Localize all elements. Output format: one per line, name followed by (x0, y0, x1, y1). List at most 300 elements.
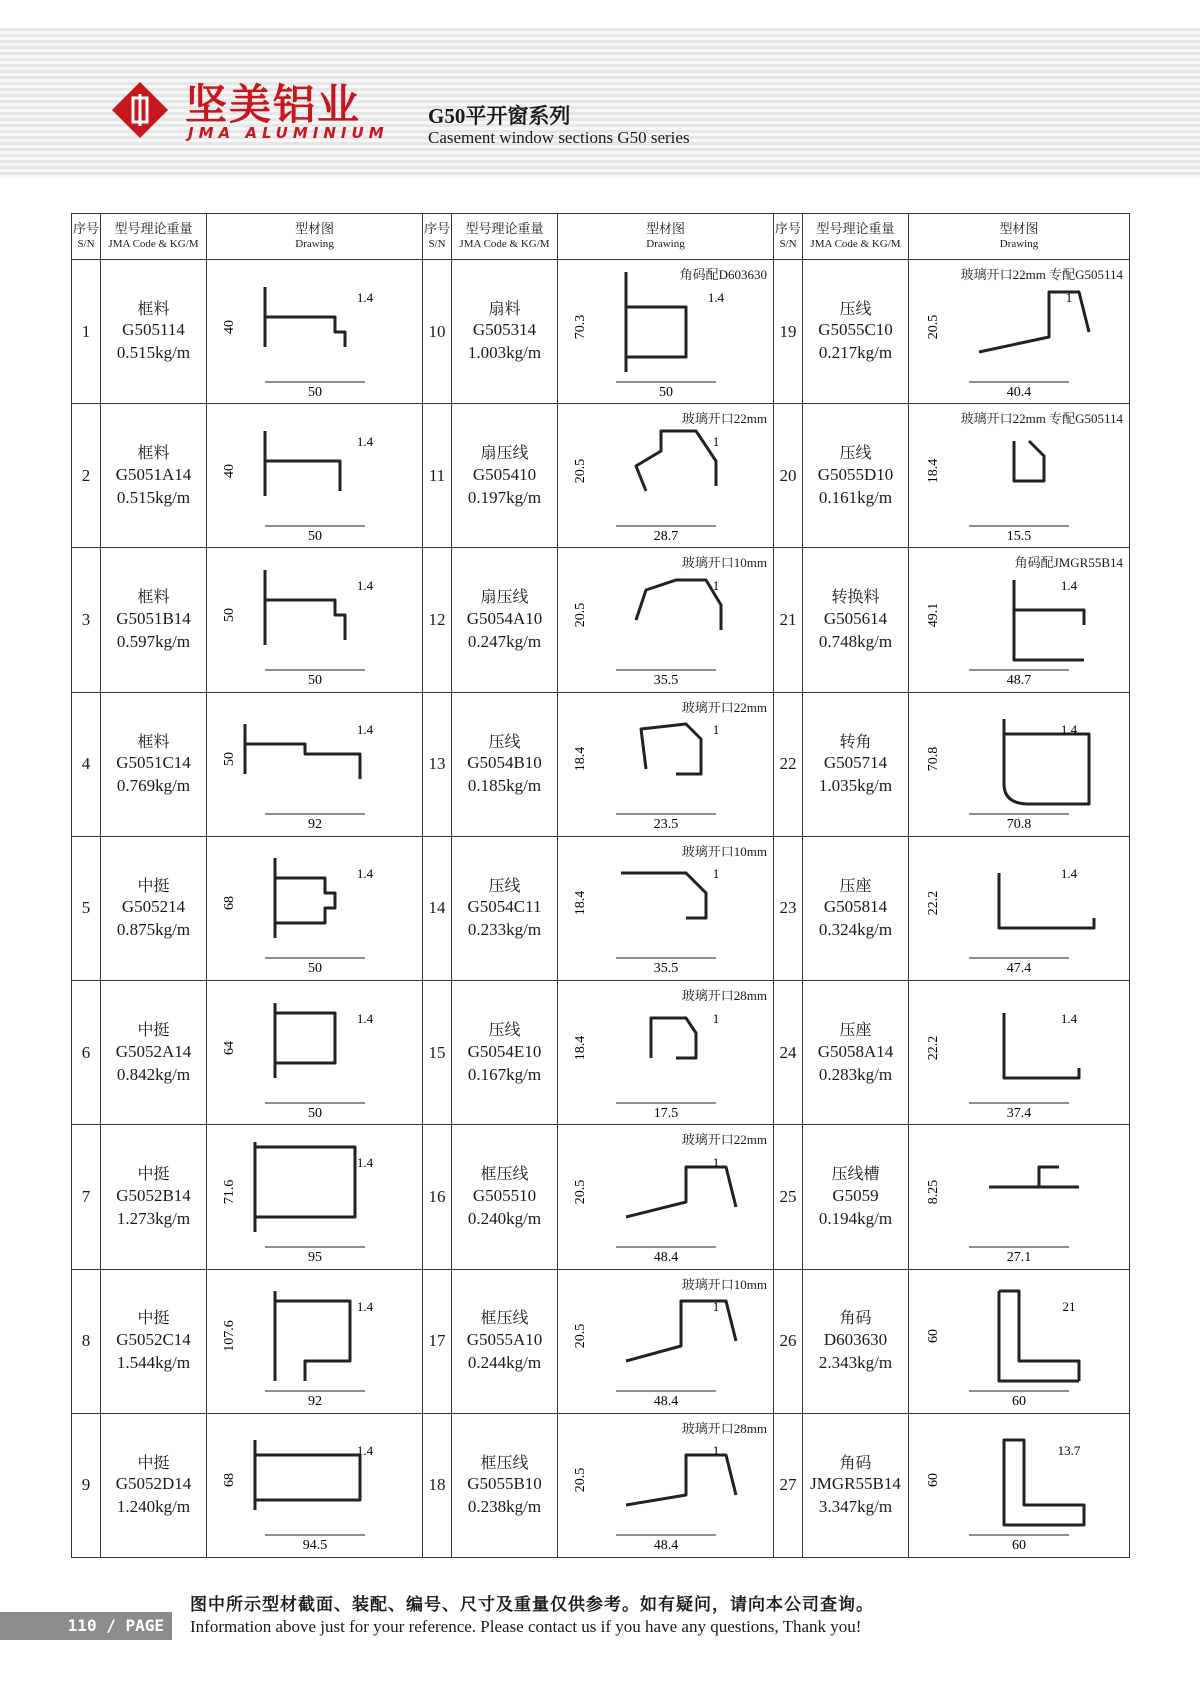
item-name: 框料 (137, 298, 170, 318)
item-note: 玻璃开口10mm (681, 555, 767, 571)
item-sn: 4 (72, 692, 101, 836)
header-sn-en: S/N (779, 237, 797, 250)
item-code: G5052B14 (116, 1185, 191, 1205)
header-drawing-en: Drawing (999, 237, 1039, 250)
item-sn: 12 (423, 548, 452, 692)
series-title-en: Casement window sections G50 series (428, 128, 690, 147)
item-code: G505114 (122, 320, 185, 340)
item-info (101, 1125, 207, 1269)
brand-logo-icon (110, 80, 170, 140)
dimension-label: 47.4 (1006, 961, 1032, 977)
item-sn: 19 (774, 260, 803, 404)
dimension-label: 1.4 (1060, 1010, 1078, 1026)
dimension-label: 50 (307, 961, 322, 977)
item-weight: 0.194kg/m (818, 1208, 893, 1228)
profile-drawing (909, 981, 1130, 1125)
dimension-label: 70.3 (572, 314, 588, 339)
profile-drawing (909, 548, 1130, 692)
profile-section-icon (215, 838, 415, 978)
header-sn-cn: 序号 (72, 222, 99, 238)
item-name: 角码 (839, 1452, 872, 1472)
item-weight: 0.238kg/m (467, 1497, 542, 1517)
item-code: G505214 (121, 897, 186, 917)
item-info (101, 1413, 207, 1557)
profile-drawing (558, 981, 774, 1125)
header-band (0, 28, 1200, 178)
profile-section-icon (215, 1271, 415, 1411)
item-name: 角码 (839, 1308, 872, 1328)
dimension-label: 1 (712, 433, 719, 449)
dimension-label: 20.5 (572, 1468, 588, 1493)
profile-section-icon (919, 1271, 1119, 1411)
dimension-label: 50 (221, 752, 237, 767)
table-row (72, 692, 1130, 836)
profile-drawing (207, 692, 423, 836)
profile-drawing (207, 548, 423, 692)
item-weight: 3.347kg/m (818, 1497, 893, 1517)
item-sn: 11 (423, 404, 452, 548)
profile-drawing (207, 404, 423, 548)
item-code: G505510 (472, 1185, 537, 1205)
profile-section-icon (215, 550, 415, 690)
header-sn (774, 214, 803, 260)
dimension-label: 60 (1012, 1394, 1026, 1410)
item-info (803, 692, 909, 836)
item-sn: 7 (72, 1125, 101, 1269)
header-code-en: JMA Code & KG/M (459, 237, 550, 250)
dimension-label: 50 (221, 608, 237, 623)
dimension-label: 60 (1012, 1538, 1026, 1554)
table-row (72, 1413, 1130, 1557)
item-info (803, 260, 909, 404)
item-name: 扇压线 (480, 443, 529, 463)
item-sn: 9 (72, 1413, 101, 1557)
item-name: 中挺 (137, 1019, 170, 1039)
item-info (803, 404, 909, 548)
item-code: G505614 (823, 608, 888, 628)
profile-section-icon (919, 983, 1119, 1123)
profile-table (71, 213, 1130, 1558)
item-name: 中挺 (137, 1164, 170, 1184)
profile-drawing (558, 1269, 774, 1413)
item-name: 压座 (839, 1019, 872, 1039)
dimension-label: 28.7 (653, 528, 678, 544)
profile-drawing (909, 1413, 1130, 1557)
dimension-label: 50 (307, 1105, 322, 1121)
dimension-label: 35.5 (653, 961, 678, 977)
profile-drawing (558, 836, 774, 980)
item-weight: 0.244kg/m (467, 1352, 542, 1372)
header-code-en: JMA Code & KG/M (108, 237, 199, 250)
brand-name-cn: 坚美铝业 (185, 80, 362, 129)
item-sn: 3 (72, 548, 101, 692)
item-info (101, 260, 207, 404)
dimension-label: 20.5 (572, 458, 588, 484)
dimension-label: 70.8 (1006, 817, 1032, 833)
item-note: 玻璃开口22mm 专配G505114 (960, 411, 1123, 427)
item-note: 玻璃开口28mm (681, 1420, 767, 1436)
item-code: G5055B10 (467, 1474, 542, 1494)
profile-drawing (558, 260, 774, 404)
item-code: G5051A14 (115, 464, 192, 484)
item-code: G5055C10 (818, 320, 893, 340)
item-name: 压线 (488, 731, 521, 751)
dimension-label: 20.5 (572, 602, 588, 628)
dimension-label: 18.4 (572, 891, 588, 916)
dimension-label: 49.1 (926, 602, 941, 628)
item-info (452, 1269, 558, 1413)
dimension-label: 1 (712, 578, 719, 594)
profile-drawing (207, 1125, 423, 1269)
dimension-label: 1.4 (356, 578, 373, 594)
item-info (452, 404, 558, 548)
header-sn-en: S/N (77, 237, 95, 250)
profile-section-icon (919, 1415, 1119, 1555)
profile-drawing (909, 836, 1130, 980)
item-sn: 22 (774, 692, 803, 836)
header-sn-cn: 序号 (423, 222, 450, 238)
dimension-label: 8.25 (926, 1179, 941, 1205)
profile-drawing (207, 260, 423, 404)
item-weight: 0.597kg/m (116, 631, 191, 651)
item-info (452, 260, 558, 404)
item-weight: 0.283kg/m (818, 1064, 893, 1084)
dimension-label: 68 (221, 896, 237, 911)
item-sn: 10 (423, 260, 452, 404)
dimension-label: 1 (712, 1299, 719, 1315)
dimension-label: 1.4 (1060, 866, 1078, 882)
dimension-label: 20.5 (926, 314, 941, 339)
profile-drawing (207, 981, 423, 1125)
dimension-label: 13.7 (1057, 1443, 1081, 1459)
item-name: 框压线 (480, 1308, 529, 1328)
dimension-label: 40 (221, 319, 237, 334)
item-name: 中挺 (137, 1452, 170, 1472)
dimension-label: 1.4 (356, 1443, 373, 1459)
item-info (452, 1125, 558, 1269)
item-note: 玻璃开口28mm (681, 988, 767, 1004)
item-name: 转换料 (831, 587, 880, 607)
item-name: 转角 (839, 731, 872, 751)
item-sn: 2 (72, 404, 101, 548)
table-row (72, 260, 1130, 404)
item-weight: 0.233kg/m (467, 920, 542, 940)
item-note: 角码配D603630 (679, 267, 767, 282)
table-row (72, 404, 1130, 548)
header-code-en: JMA Code & KG/M (810, 237, 901, 250)
dimension-label: 1 (1065, 289, 1073, 305)
item-weight: 0.167kg/m (467, 1064, 542, 1084)
item-info (452, 692, 558, 836)
header-code (803, 214, 909, 260)
dimension-label: 35.5 (653, 673, 678, 689)
header-code-cn: 型号理论重量 (114, 222, 193, 238)
dimension-label: 1.4 (356, 1010, 373, 1026)
item-sn: 13 (423, 692, 452, 836)
dimension-label: 1.4 (1060, 722, 1078, 738)
header-drawing-en: Drawing (295, 237, 334, 250)
profile-drawing (909, 260, 1130, 404)
item-code: G5054C11 (467, 897, 542, 917)
item-info (101, 548, 207, 692)
item-code: G5059 (832, 1185, 879, 1205)
profile-section-icon (215, 983, 415, 1123)
header-sn-cn: 序号 (774, 222, 801, 238)
item-sn: 6 (72, 981, 101, 1125)
item-sn: 25 (774, 1125, 803, 1269)
dimension-label: 95 (307, 1249, 322, 1265)
header-drawing (558, 214, 774, 260)
dimension-label: 48.4 (653, 1394, 678, 1410)
dimension-label: 107.6 (221, 1320, 237, 1352)
item-sn: 17 (423, 1269, 452, 1413)
dimension-label: 92 (307, 817, 322, 833)
item-sn: 15 (423, 981, 452, 1125)
profile-section-icon (215, 1127, 415, 1267)
dimension-label: 22.2 (926, 1035, 941, 1060)
item-note: 角码配JMGR55B14 (1014, 555, 1123, 571)
profile-drawing (207, 1269, 423, 1413)
dimension-label: 71.6 (221, 1179, 237, 1205)
item-info (803, 1413, 909, 1557)
item-code: G5054A10 (466, 608, 543, 628)
profile-drawing (558, 1413, 774, 1557)
dimension-label: 1.4 (356, 433, 373, 449)
item-name: 中挺 (137, 875, 170, 895)
header-code-cn: 型号理论重量 (816, 222, 895, 238)
profile-drawing (909, 1125, 1130, 1269)
header-sn (423, 214, 452, 260)
item-weight: 0.217kg/m (818, 343, 893, 363)
item-sn: 27 (774, 1413, 803, 1557)
dimension-label: 1.4 (356, 1299, 373, 1315)
series-title-cn: G50平开窗系列 (428, 104, 571, 128)
dimension-label: 27.1 (1006, 1249, 1032, 1265)
dimension-label: 50 (307, 528, 322, 544)
item-weight: 1.240kg/m (116, 1497, 191, 1517)
dimension-label: 22.2 (926, 891, 941, 916)
item-code: G5052D14 (115, 1474, 192, 1494)
dimension-label: 94.5 (302, 1538, 327, 1554)
table-header-row (72, 214, 1130, 260)
item-name: 框压线 (480, 1452, 529, 1472)
item-name: 压线 (488, 875, 521, 895)
item-code: G5052C14 (116, 1330, 191, 1349)
item-name: 扇压线 (480, 587, 529, 607)
item-code: G5055D10 (817, 464, 894, 484)
dimension-label: 48.4 (653, 1538, 678, 1554)
table-row (72, 836, 1130, 980)
item-code: G505714 (823, 753, 888, 773)
item-code: G505814 (823, 897, 888, 917)
item-info (803, 1125, 909, 1269)
profile-drawing (207, 836, 423, 980)
profile-section-icon (215, 694, 415, 834)
header-code (101, 214, 207, 260)
item-info (452, 1413, 558, 1557)
dimension-label: 20.5 (572, 1323, 588, 1349)
dimension-label: 50 (307, 384, 322, 400)
item-note: 玻璃开口22mm 专配G505114 (960, 267, 1123, 282)
item-weight: 2.343kg/m (818, 1352, 893, 1372)
dimension-label: 40.4 (1006, 384, 1032, 400)
profile-drawing (558, 1125, 774, 1269)
item-info (101, 836, 207, 980)
dimension-label: 1.4 (356, 866, 373, 882)
item-name: 压线槽 (831, 1164, 880, 1184)
item-name: 压线 (839, 298, 872, 318)
dimension-label: 21 (1062, 1299, 1076, 1315)
profile-drawing (558, 692, 774, 836)
dimension-label: 1 (712, 722, 719, 738)
item-info (803, 981, 909, 1125)
item-info (803, 1269, 909, 1413)
item-name: 框料 (137, 587, 170, 607)
item-sn: 1 (72, 260, 101, 404)
dimension-label: 64 (221, 1040, 237, 1055)
dimension-label: 48.7 (1006, 673, 1032, 689)
dimension-label: 48.4 (653, 1249, 678, 1265)
dimension-label: 1 (712, 1154, 719, 1170)
item-weight: 0.842kg/m (116, 1064, 191, 1084)
dimension-label: 50 (307, 673, 322, 689)
item-weight: 0.515kg/m (116, 487, 191, 507)
item-info (452, 548, 558, 692)
item-code: G5054E10 (467, 1041, 542, 1061)
item-sn: 23 (774, 836, 803, 980)
item-sn: 14 (423, 836, 452, 980)
item-weight: 1.035kg/m (818, 776, 893, 796)
dimension-label: 40 (221, 463, 237, 478)
item-weight: 0.769kg/m (116, 776, 191, 796)
item-weight: 1.003kg/m (467, 343, 542, 363)
item-note: 玻璃开口10mm (681, 1276, 767, 1292)
item-name: 框料 (137, 731, 170, 751)
footer-note-cn: 图中所示型材截面、装配、编号、尺寸及重量仅供参考。如有疑问，请向本公司查询。 (190, 1595, 874, 1615)
dimension-label: 17.5 (653, 1105, 678, 1121)
item-sn: 26 (774, 1269, 803, 1413)
dimension-label: 1.4 (356, 289, 373, 305)
dimension-label: 18.4 (572, 747, 588, 772)
header-code (452, 214, 558, 260)
dimension-label: 60 (926, 1329, 941, 1344)
profile-drawing (909, 1269, 1130, 1413)
profile-drawing (909, 404, 1130, 548)
header-drawing (909, 214, 1130, 260)
item-code: G5054B10 (467, 753, 542, 773)
item-weight: 1.273kg/m (116, 1208, 191, 1228)
item-name: 压线 (488, 1019, 521, 1039)
table-row (72, 1125, 1130, 1269)
dimension-label: 50 (658, 384, 673, 400)
item-weight: 0.247kg/m (467, 631, 542, 651)
item-weight: 0.240kg/m (467, 1208, 542, 1228)
dimension-label: 92 (307, 1394, 322, 1410)
profile-drawing (909, 692, 1130, 836)
table-row (72, 548, 1130, 692)
item-note: 玻璃开口22mm (681, 1132, 767, 1148)
item-sn: 16 (423, 1125, 452, 1269)
item-info (101, 692, 207, 836)
footer-note-en: Information above just for your reference. Please contact us if you have any questions, Thank you! (190, 1617, 862, 1636)
item-name: 框压线 (480, 1164, 529, 1184)
item-weight: 0.161kg/m (818, 487, 893, 507)
table-row (72, 981, 1130, 1125)
item-info (803, 836, 909, 980)
profile-section-icon (215, 262, 415, 402)
item-code: G5052A14 (115, 1041, 192, 1061)
dimension-label: 20.5 (572, 1179, 588, 1205)
item-sn: 21 (774, 548, 803, 692)
header-drawing-cn: 型材图 (999, 222, 1039, 238)
dimension-label: 60 (926, 1473, 941, 1488)
item-note: 玻璃开口22mm (681, 411, 767, 427)
item-weight: 1.544kg/m (116, 1352, 191, 1372)
item-weight: 0.197kg/m (467, 487, 542, 507)
dimension-label: 1.4 (356, 1154, 373, 1170)
header-drawing-cn: 型材图 (645, 222, 685, 238)
profile-section-icon (919, 1127, 1119, 1267)
item-info (452, 836, 558, 980)
profile-section-icon (919, 694, 1119, 834)
profile-section-icon (919, 838, 1119, 978)
item-name: 框料 (137, 443, 170, 463)
item-code: D603630 (823, 1330, 888, 1349)
dimension-label: 68 (221, 1473, 237, 1488)
item-code: JMGR55B14 (810, 1474, 901, 1494)
dimension-label: 1.4 (1060, 578, 1078, 594)
brand-name-en: JMA ALUMINIUM (188, 124, 389, 142)
dimension-label: 18.4 (572, 1035, 588, 1060)
header-drawing-en: Drawing (646, 237, 685, 250)
item-name: 压线 (839, 443, 872, 463)
header-sn-en: S/N (428, 237, 446, 250)
item-weight: 0.185kg/m (467, 776, 542, 796)
dimension-label: 18.4 (926, 458, 941, 484)
item-sn: 20 (774, 404, 803, 548)
profile-drawing (207, 1413, 423, 1557)
item-weight: 0.515kg/m (116, 343, 191, 363)
item-sn: 24 (774, 981, 803, 1125)
item-name: 压座 (839, 875, 872, 895)
dimension-label: 1.4 (356, 722, 373, 738)
profile-drawing (558, 548, 774, 692)
item-info (803, 548, 909, 692)
item-code: G505314 (472, 320, 537, 340)
item-weight: 0.748kg/m (818, 631, 893, 651)
item-name: 中挺 (137, 1308, 170, 1328)
dimension-label: 23.5 (653, 817, 678, 833)
dimension-label: 15.5 (1006, 528, 1032, 544)
dimension-label: 1 (712, 1443, 719, 1459)
profile-section-icon (215, 1415, 415, 1555)
header-sn (72, 214, 101, 260)
item-info (101, 981, 207, 1125)
item-note: 玻璃开口10mm (681, 843, 767, 859)
item-code: G5051B14 (116, 608, 191, 628)
profile-drawing (558, 404, 774, 548)
item-sn: 5 (72, 836, 101, 980)
table-row (72, 1269, 1130, 1413)
item-code: G5051C14 (116, 753, 191, 773)
item-code: G505410 (472, 464, 537, 484)
dimension-label: 70.8 (926, 747, 941, 772)
dimension-label: 1 (712, 866, 719, 882)
item-code: G5055A10 (466, 1330, 543, 1349)
header-drawing (207, 214, 423, 260)
item-info (101, 404, 207, 548)
item-weight: 0.875kg/m (116, 920, 191, 940)
